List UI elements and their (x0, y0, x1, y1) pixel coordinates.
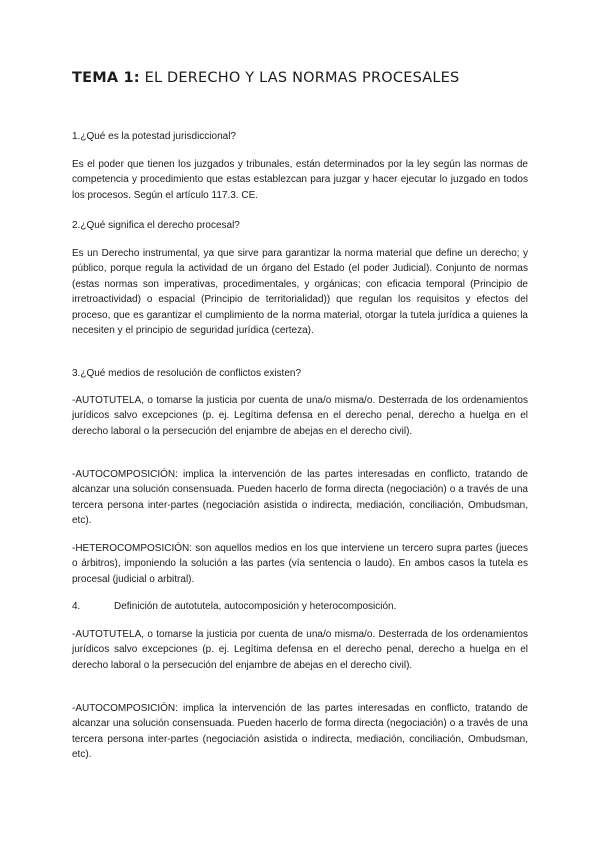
question-4-number: 4. (72, 601, 81, 612)
question-4-text: Definición de autotutela, autocomposición y heterocomposición. (114, 601, 397, 612)
title-bold: TEMA 1: (72, 70, 140, 86)
q4-autotutela: -AUTOTUTELA, o tomarse la justicia por cuenta de una/o misma/o. Desterrada de los ordenamientos jurídicos salvo excepciones (p. ej. Legítima defensa en el derecho penal, derecho a huelga en el derecho laboral o la persecución del enjambre de abejas en el derecho civil). (72, 629, 528, 671)
answer-2: Es un Derecho instrumental, ya que sirve para garantizar la norma material que define un derecho; y público, porque regula la actividad de un órgano del Estado (el poder Judicial). Conjunto de normas (estas normas son imperativas, procedimentales, y orgánicas; con eficacia temporal (Principio de irretroactividad) o espacial (Principio de territorialidad)) que regulan los requisitos y efectos del proceso, que es garantizar el cumplimiento de la norma material, otorgar la tutela jurídica a quienes la necesiten y el principio de seguridad jurídica (certeza). (72, 248, 528, 337)
q3-autotutela: -AUTOTUTELA, o tomarse la justicia por cuenta de una/o misma/o. Desterrada de los ordenamientos jurídicos salvo excepciones (p. ej. Legítima defensa en el derecho penal, derecho a huelga en el derecho laboral o la persecución del enjambre de abejas en el derecho civil). (72, 395, 528, 437)
question-1: 1.¿Qué es la potestad jurisdiccional? (72, 131, 236, 142)
question-3: 3.¿Qué medios de resolución de conflictos existen? (72, 368, 302, 379)
q4-autocomposicion: -AUTOCOMPOSICIÓN: implica la intervención de las partes interesadas en conflicto, tratando de alcanzar una solución consensuada. Pueden hacerlo de forma directa (negociación) o a través de una tercera persona inter-partes (negociación asistida o indirecta, mediación, conciliación, Ombudsman, etc). (72, 703, 528, 761)
question-4 (72, 599, 528, 614)
question-2: 2.¿Qué significa el derecho procesal? (72, 220, 240, 231)
page-title (72, 70, 528, 86)
q3-autocomposicion: -AUTOCOMPOSICIÓN: implica la intervención de las partes interesadas en conflicto, tratando de alcanzar una solución consensuada. Pueden hacerlo de forma directa (negociación) o a través de una tercera persona inter-partes (negociación asistida o indirecta, mediación, conciliación, Ombudsman, etc). (72, 469, 528, 527)
answer-1: Es el poder que tienen los juzgados y tribunales, están determinados por la ley según las normas de competencia y procedimiento que estas establezcan para juzgar y hacer ejecutar lo juzgado en todos los procesos. Según el artículo 117.3. CE. (72, 159, 528, 201)
title-rest: EL DERECHO Y LAS NORMAS PROCESALES (139, 70, 460, 86)
q3-heterocomposicion: -HETEROCOMPOSICIÓN: son aquellos medios en los que interviene un tercero supra partes (jueces o árbitros), imponiendo la solución a las partes (vía sentencia o laudo). En ambos casos la tutela es procesal (judicial o arbitral). (72, 543, 528, 585)
